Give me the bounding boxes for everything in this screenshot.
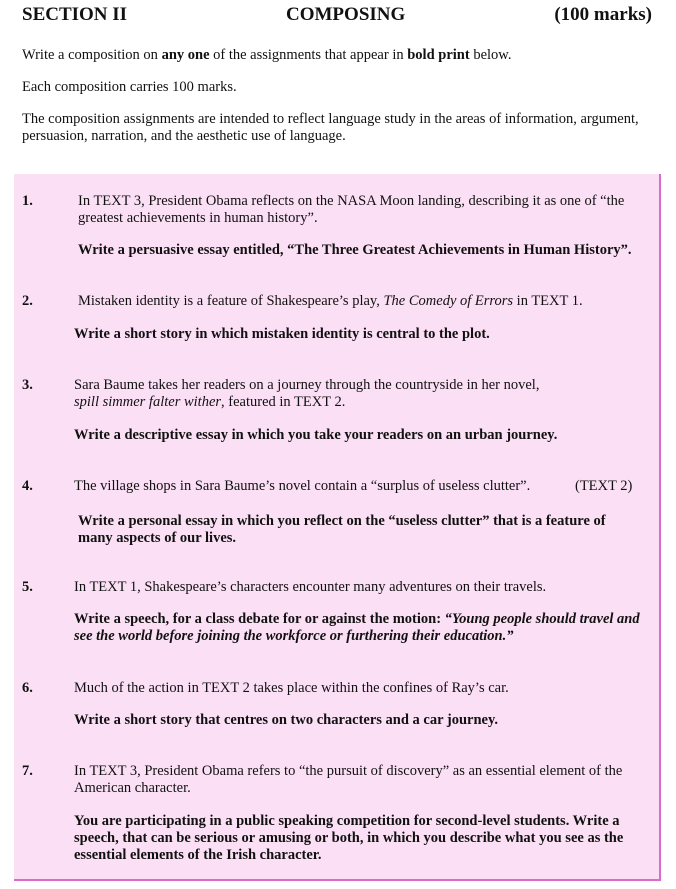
item-number: 5. (22, 579, 33, 595)
item-number: 3. (22, 377, 33, 393)
marks-label: (100 marks) (554, 4, 652, 25)
instructions-line: Write a composition on any one of the assignments that appear in bold print below. (22, 47, 512, 63)
item-number: 4. (22, 478, 33, 494)
assignment-task: Write a persuasive essay entitled, “The Three Greatest Achievements in Human History”. (78, 242, 632, 258)
item-number: 1. (22, 193, 33, 209)
text-reference: (TEXT 2) (575, 478, 633, 494)
assignment-prompt: The village shops in Sara Baume’s novel contain a “surplus of useless clutter”. (74, 478, 531, 494)
section-header (22, 3, 652, 29)
purpose-note: The composition assignments are intended to reflect language study in the areas of information, argument, persuasion, narration, and the aesthetic use of language. (22, 111, 639, 144)
assignment-task: Write a speech, for a class debate for or against the motion: “Young people should travel and see the world before joining the workforce or furthering their education.” (74, 611, 640, 644)
assignment-prompt: In TEXT 3, President Obama refers to “the pursuit of discovery” as an essential element of the American character. (74, 763, 623, 796)
assignment-prompt: In TEXT 1, Shakespeare’s characters encounter many adventures on their travels. (74, 579, 547, 595)
assignment-prompt: In TEXT 3, President Obama reflects on the NASA Moon landing, describing it as one of “the greatest achievements in human history”. (78, 193, 625, 226)
section-title: COMPOSING (286, 4, 406, 25)
assignment-prompt: Much of the action in TEXT 2 takes place within the confines of Ray’s car. (74, 680, 509, 696)
assignment-prompt: Mistaken identity is a feature of Shakespeare’s play, The Comedy of Errors in TEXT 1. (78, 293, 583, 309)
item-number: 2. (22, 293, 33, 309)
item-number: 7. (22, 763, 33, 779)
assignment-task: Write a short story that centres on two characters and a car journey. (74, 712, 499, 728)
assignment-task: You are participating in a public speaking competition for second-level students. Write a speech, that can be serious or amusing or both, in which you describe what you see as the essential elements of the Irish character. (74, 813, 624, 863)
item-number: 6. (22, 680, 33, 696)
section-label: SECTION II (22, 4, 128, 25)
assignment-task: Write a short story in which mistaken identity is central to the plot. (74, 326, 490, 342)
assignment-prompt: Sara Baume takes her readers on a journey through the countryside in her novel, spill simmer falter wither, featured in TEXT 2. (74, 377, 540, 410)
assignment-task: Write a descriptive essay in which you take your readers on an urban journey. (74, 427, 558, 443)
assignment-task: Write a personal essay in which you reflect on the “useless clutter” that is a feature of many aspects of our lives. (78, 513, 606, 546)
marks-note: Each composition carries 100 marks. (22, 79, 237, 95)
